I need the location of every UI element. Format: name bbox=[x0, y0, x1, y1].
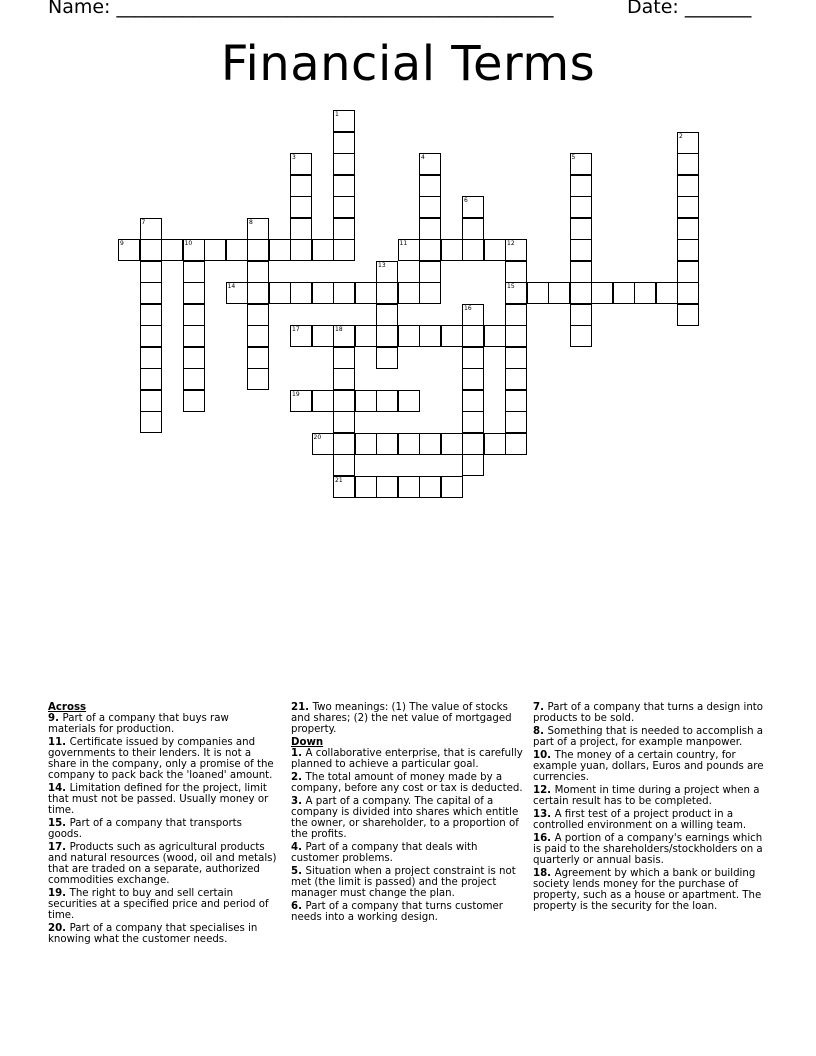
clue-number-6: 6 bbox=[464, 197, 468, 204]
grid-cell[interactable] bbox=[376, 476, 398, 498]
across-clue-list bbox=[48, 713, 278, 945]
grid-cell[interactable] bbox=[398, 433, 420, 455]
grid-cell[interactable] bbox=[140, 239, 162, 261]
crossword-grid bbox=[0, 0, 816, 520]
grid-cell[interactable] bbox=[247, 261, 269, 283]
clue-number-14: 14 bbox=[227, 283, 236, 290]
grid-cell[interactable] bbox=[183, 282, 205, 304]
grid-cell[interactable] bbox=[355, 390, 377, 412]
grid-cell[interactable] bbox=[183, 347, 205, 369]
grid-cell[interactable] bbox=[312, 390, 334, 412]
clue-number-11: 11 bbox=[399, 240, 408, 247]
grid-cell[interactable] bbox=[398, 282, 420, 304]
grid-cell[interactable] bbox=[355, 325, 377, 347]
grid-cell[interactable] bbox=[140, 261, 162, 283]
grid-cell[interactable] bbox=[419, 325, 441, 347]
grid-cell[interactable] bbox=[183, 304, 205, 326]
grid-cell[interactable] bbox=[140, 390, 162, 412]
grid-cell[interactable] bbox=[462, 325, 484, 347]
grid-cell[interactable] bbox=[613, 282, 635, 304]
grid-cell[interactable] bbox=[570, 218, 592, 240]
across-clue-14: 14. Limitation defined for the project, limit that must not be passed. Usually money or time. bbox=[48, 783, 269, 816]
grid-cell[interactable] bbox=[376, 433, 398, 455]
clue-number-19: 19 bbox=[292, 390, 300, 398]
grid-cell[interactable] bbox=[140, 411, 162, 433]
down-clue-7: 7. Part of a company that turns a design into products to be sold. bbox=[533, 702, 764, 724]
grid-cell[interactable] bbox=[419, 476, 441, 498]
clue-number-15: 15 bbox=[507, 283, 515, 290]
clue-number-5: 5 bbox=[571, 154, 576, 161]
grid-cell[interactable] bbox=[677, 261, 699, 283]
grid-cell[interactable] bbox=[398, 476, 420, 498]
clue-number-12: 12 bbox=[507, 240, 515, 247]
grid-cell[interactable] bbox=[677, 304, 699, 326]
grid-cell[interactable] bbox=[484, 325, 506, 347]
grid-cell[interactable] bbox=[505, 325, 527, 347]
grid-cell[interactable] bbox=[570, 304, 592, 326]
grid-cell[interactable] bbox=[355, 282, 377, 304]
grid-cell[interactable] bbox=[419, 175, 441, 197]
down-clue-12: 12. Moment in time during a project when a certain result has to be completed. bbox=[533, 785, 760, 807]
across-clue-20: 20. Part of a company that specialises in knowing what the customer needs. bbox=[48, 923, 258, 945]
across-clue-9: 9. Part of a company that buys raw materials for production. bbox=[48, 713, 229, 735]
clue-number-8: 8 bbox=[249, 218, 253, 226]
grid-cell[interactable] bbox=[290, 218, 312, 240]
grid-cell[interactable] bbox=[634, 282, 656, 304]
grid-cell[interactable] bbox=[247, 304, 269, 326]
grid-cell[interactable] bbox=[290, 239, 312, 261]
across-clue-19: 19. The right to buy and sell certain securities at a specified price and period of time. bbox=[48, 888, 269, 921]
across-clue-list-continued bbox=[291, 702, 523, 735]
grid-cell[interactable] bbox=[312, 282, 334, 304]
grid-cell[interactable] bbox=[441, 325, 463, 347]
grid-cell[interactable] bbox=[333, 239, 355, 261]
grid-cell[interactable] bbox=[570, 196, 592, 218]
grid-cell[interactable] bbox=[462, 347, 484, 369]
clue-number-13: 13 bbox=[378, 261, 386, 269]
grid-cell[interactable] bbox=[161, 239, 183, 261]
grid-cell[interactable] bbox=[462, 433, 484, 455]
grid-cell[interactable] bbox=[376, 390, 398, 412]
clue-number-17: 17 bbox=[292, 326, 300, 333]
grid-cell[interactable] bbox=[247, 239, 269, 261]
grid-cell[interactable] bbox=[505, 304, 527, 326]
grid-cell[interactable] bbox=[140, 304, 162, 326]
grid-cell[interactable] bbox=[269, 239, 291, 261]
down-clue-3: 3. A part of a company. The capital of a company is divided into shares which entitle the owner, or shareholder, to a proportion of the profits. bbox=[291, 796, 519, 840]
grid-cell[interactable] bbox=[484, 433, 506, 455]
grid-cell[interactable] bbox=[570, 239, 592, 261]
grid-cell[interactable] bbox=[333, 175, 355, 197]
down-clue-6: 6. Part of a company that turns customer needs into a working design. bbox=[291, 901, 503, 923]
grid-cell[interactable] bbox=[140, 368, 162, 390]
grid-cell[interactable] bbox=[570, 175, 592, 197]
grid-cell[interactable] bbox=[527, 282, 549, 304]
down-clue-list bbox=[291, 748, 523, 923]
across-clue-21: 21. Two meanings: (1) The value of stocks and shares; (2) the net value of mortgaged property. bbox=[291, 702, 512, 735]
grid-cell[interactable] bbox=[505, 390, 527, 412]
grid-cell[interactable] bbox=[247, 347, 269, 369]
across-clue-15: 15. Part of a company that transports goods. bbox=[48, 818, 242, 840]
clue-number-16: 16 bbox=[464, 304, 472, 312]
grid-cell[interactable] bbox=[677, 239, 699, 261]
grid-cell[interactable] bbox=[591, 282, 613, 304]
grid-cell[interactable] bbox=[333, 368, 355, 390]
grid-cell[interactable] bbox=[226, 239, 248, 261]
grid-cell[interactable] bbox=[505, 411, 527, 433]
grid-cell[interactable] bbox=[505, 261, 527, 283]
grid-cell[interactable] bbox=[462, 218, 484, 240]
grid-cell[interactable] bbox=[505, 368, 527, 390]
grid-cell[interactable] bbox=[484, 239, 506, 261]
clue-number-7: 7 bbox=[141, 218, 146, 226]
grid-cell[interactable] bbox=[419, 282, 441, 304]
date-field-label: Date: _______ bbox=[627, 0, 752, 18]
clues-column-1 bbox=[48, 702, 278, 947]
down-clue-1: 1. A collaborative enterprise, that is carefully planned to achieve a particular goal. bbox=[291, 748, 523, 770]
clues-column-2 bbox=[291, 702, 523, 925]
clue-number-10: 10 bbox=[184, 240, 193, 247]
grid-cell[interactable] bbox=[462, 390, 484, 412]
grid-cell[interactable] bbox=[570, 282, 592, 304]
grid-cell[interactable] bbox=[183, 390, 205, 412]
grid-cell[interactable] bbox=[290, 282, 312, 304]
grid-cell[interactable] bbox=[677, 153, 699, 175]
grid-cell[interactable] bbox=[312, 325, 334, 347]
grid-cell[interactable] bbox=[441, 239, 463, 261]
grid-cell[interactable] bbox=[419, 239, 441, 261]
across-clue-11: 11. Certificate issued by companies and governments to their lenders. It is not a share in the company, only a promise of the company to pack back the 'loaned' amount. bbox=[48, 737, 274, 781]
grid-cell[interactable] bbox=[419, 433, 441, 455]
name-field-label: Name: ______________________________________________ bbox=[48, 0, 554, 18]
grid-cell[interactable] bbox=[398, 325, 420, 347]
clue-number-9: 9 bbox=[120, 240, 124, 247]
down-clue-18: 18. Agreement by which a bank or building society lends money for the purchase of property, such as a house or apartment. The property is the security for the loan. bbox=[533, 868, 762, 912]
grid-cell[interactable] bbox=[548, 282, 570, 304]
clue-number-3: 3 bbox=[292, 154, 296, 161]
grid-cell[interactable] bbox=[419, 196, 441, 218]
grid-cell[interactable] bbox=[441, 433, 463, 455]
grid-cell[interactable] bbox=[333, 411, 355, 433]
clue-number-1: 1 bbox=[335, 111, 339, 118]
down-heading: Down bbox=[291, 737, 324, 748]
grid-cell[interactable] bbox=[183, 261, 205, 283]
grid-cell[interactable] bbox=[333, 132, 355, 154]
down-clue-13: 13. A first test of a project product in a controlled environment on a willing team. bbox=[533, 809, 747, 831]
down-clue-2: 2. The total amount of money made by a company, before any cost or tax is deducted. bbox=[291, 772, 523, 794]
grid-cell[interactable] bbox=[204, 239, 226, 261]
grid-cell[interactable] bbox=[247, 368, 269, 390]
grid-cell[interactable] bbox=[570, 261, 592, 283]
grid-cell[interactable] bbox=[333, 218, 355, 240]
grid-cell[interactable] bbox=[290, 175, 312, 197]
page-title: Financial Terms bbox=[220, 36, 596, 92]
across-clue-17: 17. Products such as agricultural products and natural resources (wood, oil and metals) that are traded on a separate, authorized commodities exchange. bbox=[48, 842, 277, 886]
grid-cell[interactable] bbox=[333, 390, 355, 412]
grid-cell[interactable] bbox=[333, 433, 355, 455]
clue-number-4: 4 bbox=[421, 154, 425, 161]
grid-cell[interactable] bbox=[333, 347, 355, 369]
down-clue-4: 4. Part of a company that deals with customer problems. bbox=[291, 842, 478, 864]
grid-cell[interactable] bbox=[656, 282, 678, 304]
grid-cell[interactable] bbox=[419, 218, 441, 240]
grid-cell[interactable] bbox=[462, 368, 484, 390]
grid-cell[interactable] bbox=[570, 325, 592, 347]
grid-cell[interactable] bbox=[677, 282, 699, 304]
clue-number-2: 2 bbox=[679, 132, 683, 140]
grid-cell[interactable] bbox=[312, 239, 334, 261]
grid-cell[interactable] bbox=[333, 153, 355, 175]
grid-cell[interactable] bbox=[333, 282, 355, 304]
grid-cell[interactable] bbox=[677, 196, 699, 218]
grid-cell[interactable] bbox=[376, 325, 398, 347]
down-clue-10: 10. The money of a certain country, for example yuan, dollars, Euros and pounds are currencies. bbox=[533, 750, 764, 783]
grid-cell[interactable] bbox=[269, 282, 291, 304]
grid-cell[interactable] bbox=[140, 347, 162, 369]
clue-number-21: 21 bbox=[335, 476, 343, 484]
grid-cell[interactable] bbox=[462, 454, 484, 476]
grid-cell[interactable] bbox=[505, 433, 527, 455]
grid-cell[interactable] bbox=[677, 175, 699, 197]
down-clue-list-continued bbox=[533, 702, 766, 912]
clues-column-3 bbox=[533, 702, 766, 914]
grid-cell[interactable] bbox=[376, 282, 398, 304]
clue-number-18: 18 bbox=[335, 326, 343, 333]
grid-cell[interactable] bbox=[419, 261, 441, 283]
grid-cell[interactable] bbox=[183, 325, 205, 347]
grid-cell[interactable] bbox=[376, 347, 398, 369]
grid-cell[interactable] bbox=[376, 304, 398, 326]
grid-cell[interactable] bbox=[183, 368, 205, 390]
grid-cell[interactable] bbox=[441, 476, 463, 498]
grid-cell[interactable] bbox=[140, 325, 162, 347]
down-clue-16: 16. A portion of a company's earnings which is paid to the shareholders/stockholders on a quarterly or annual basis. bbox=[533, 833, 763, 866]
grid-cell[interactable] bbox=[677, 218, 699, 240]
down-clue-8: 8. Something that is needed to accomplish a part of a project, for example manpower. bbox=[533, 726, 764, 748]
grid-cell[interactable] bbox=[140, 282, 162, 304]
grid-cell[interactable] bbox=[290, 196, 312, 218]
grid-cell[interactable] bbox=[333, 454, 355, 476]
grid-cell[interactable] bbox=[505, 347, 527, 369]
down-clue-5: 5. Situation when a project constraint is not met (the limit is passed) and the project manager must change the plan. bbox=[291, 866, 516, 899]
across-heading: Across bbox=[48, 702, 87, 713]
clue-number-20: 20 bbox=[313, 433, 322, 441]
grid-cell[interactable] bbox=[462, 239, 484, 261]
grid-cell[interactable] bbox=[355, 433, 377, 455]
grid-cell[interactable] bbox=[247, 282, 269, 304]
grid-cell[interactable] bbox=[247, 325, 269, 347]
grid-cell[interactable] bbox=[462, 411, 484, 433]
grid-cell[interactable] bbox=[333, 196, 355, 218]
grid-cell[interactable] bbox=[398, 390, 420, 412]
grid-cell[interactable] bbox=[355, 476, 377, 498]
